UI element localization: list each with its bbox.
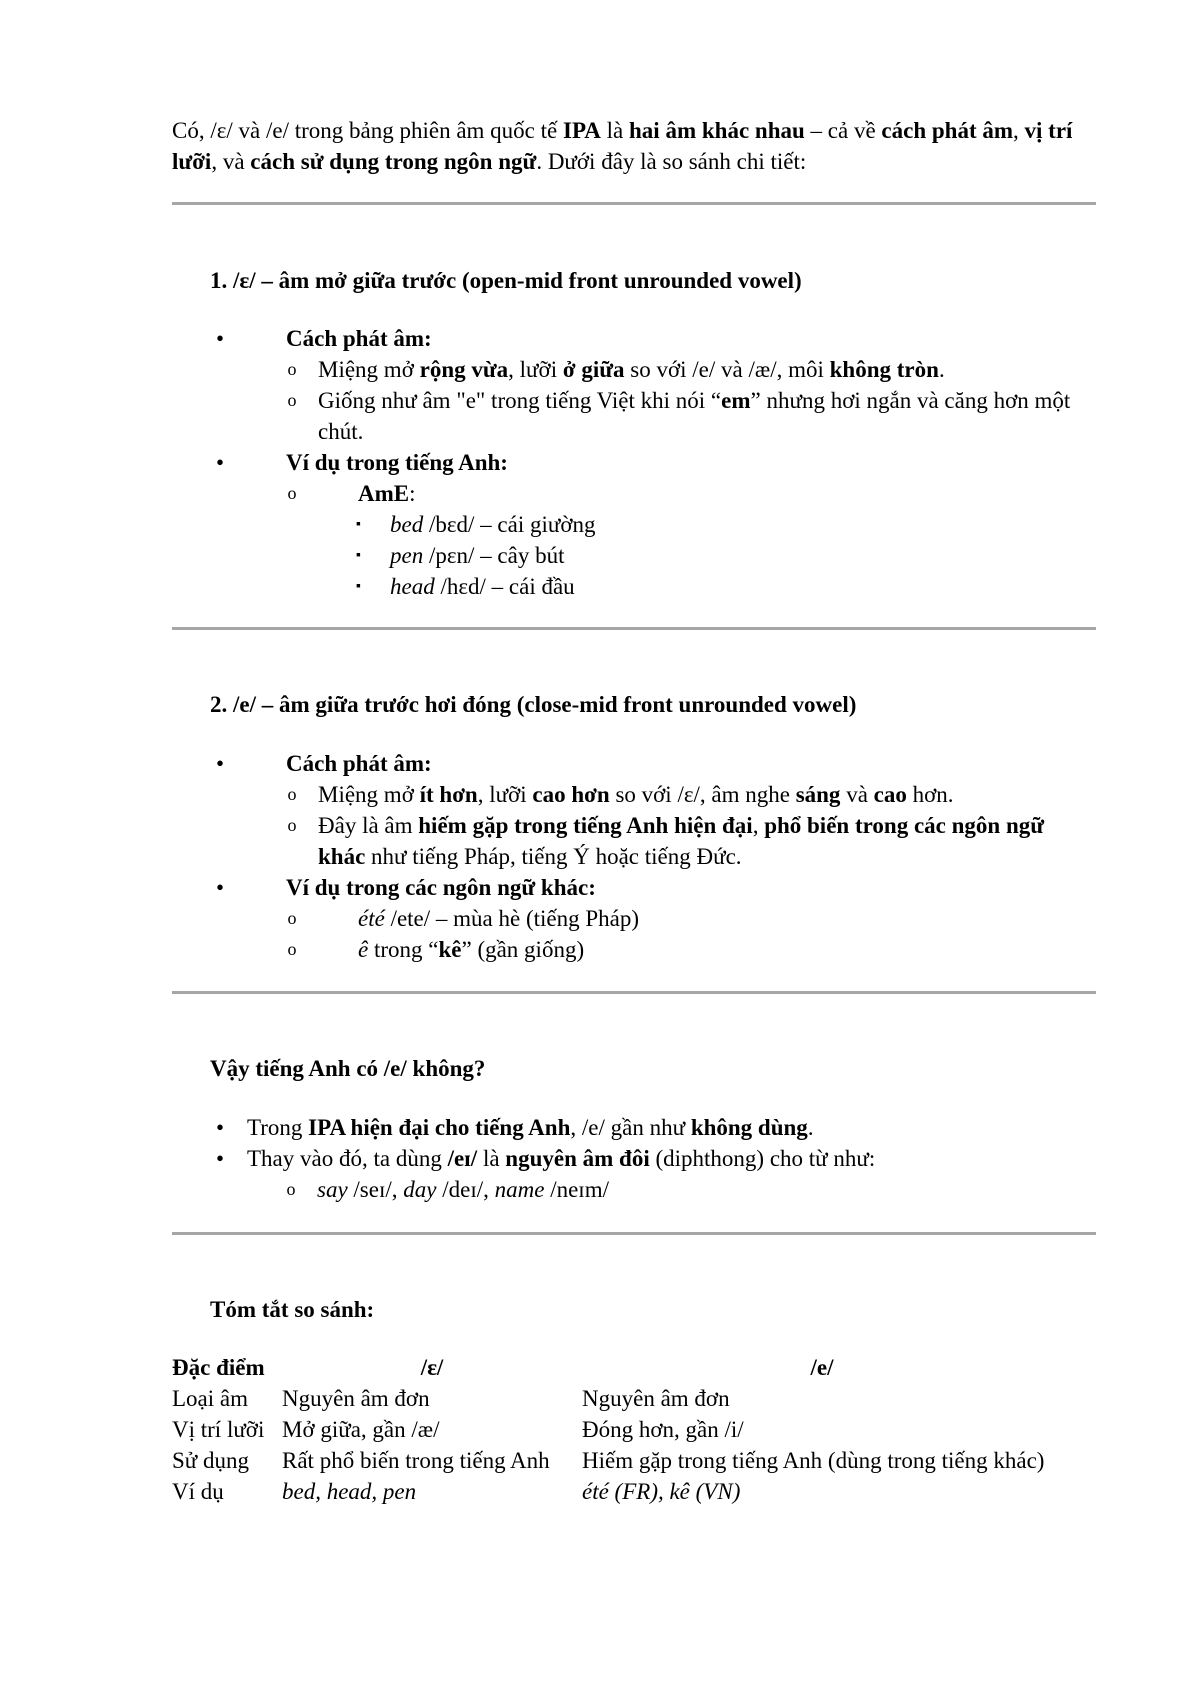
table-cell: Đóng hơn, gần /i/ bbox=[582, 1417, 744, 1442]
table-header-cell: /e/ bbox=[810, 1355, 834, 1380]
table-cell: Rất phổ biến trong tiếng Anh bbox=[282, 1448, 550, 1473]
list-item: o AmE: ▪ bed /bɛd/ – cái giường ▪ pen /pɛn/ – cây bút ▪ head /hɛd/ – cái đầu bbox=[318, 478, 1200, 602]
divider-4 bbox=[172, 1232, 1096, 1235]
table-header-cell: /ɛ/ bbox=[420, 1355, 444, 1380]
table-row bbox=[172, 1445, 1062, 1476]
bullet-icon: • bbox=[215, 450, 225, 475]
list-item: ▪ pen /pɛn/ – cây bút bbox=[390, 540, 1200, 571]
bullet-icon: • bbox=[215, 1146, 225, 1171]
list-item: o Miệng mở ít hơn, lưỡi cao hơn so với /ɛ/, âm nghe sáng và cao hơn. bbox=[318, 779, 1200, 810]
list-item: • Ví dụ trong tiếng Anh: o AmE: ▪ bed /bɛd/ – cái giường ▪ pen /pɛn/ – cây bút ▪ head /hɛd/ – cái đầu bbox=[286, 447, 1200, 602]
table-row bbox=[172, 1383, 1062, 1414]
list-item: o Miệng mở rộng vừa, lưỡi ở giữa so với /e/ và /æ/, môi không tròn. bbox=[318, 354, 1200, 385]
divider-3 bbox=[172, 991, 1096, 994]
table-row bbox=[172, 1476, 1062, 1507]
table-cell: Nguyên âm đơn bbox=[582, 1386, 730, 1411]
section-2-heading: 2. /e/ – âm giữa trước hơi đóng (close-mid front unrounded vowel) bbox=[210, 692, 857, 717]
circle-bullet-icon: o bbox=[287, 784, 297, 804]
table-cell: Loại âm bbox=[172, 1386, 248, 1411]
comparison-table bbox=[172, 1352, 1062, 1507]
table-cell: bed, head, pen bbox=[282, 1479, 417, 1504]
section-1-list bbox=[215, 323, 1200, 602]
divider-2 bbox=[172, 627, 1096, 630]
bullet-icon: • bbox=[215, 751, 225, 776]
section-3-heading: Vậy tiếng Anh có /e/ không? bbox=[210, 1056, 486, 1081]
list-item: • Trong IPA hiện đại cho tiếng Anh, /e/ gần như không dùng. bbox=[247, 1112, 1177, 1143]
list-item: o été /ete/ – mùa hè (tiếng Pháp) bbox=[318, 903, 1200, 934]
section-3-list bbox=[215, 1112, 1177, 1205]
circle-bullet-icon: o bbox=[287, 939, 297, 959]
square-bullet-icon: ▪ bbox=[356, 548, 361, 563]
square-bullet-icon: ▪ bbox=[356, 579, 361, 594]
bullet-icon: • bbox=[215, 875, 225, 900]
list-item: o ê trong “kê” (gần giống) bbox=[318, 934, 1200, 965]
circle-bullet-icon: o bbox=[287, 483, 297, 503]
square-bullet-icon: ▪ bbox=[356, 517, 361, 532]
section-4-heading: Tóm tắt so sánh: bbox=[210, 1297, 375, 1322]
list-item: • Cách phát âm: o Miệng mở rộng vừa, lưỡi ở giữa so với /e/ và /æ/, môi không tròn. o Giống như âm "e" trong tiếng Việt khi nói “em” nhưng hơi ngắn và căng hơn một chút. bbox=[286, 323, 1200, 447]
table-cell: Ví dụ bbox=[172, 1479, 224, 1504]
table-row bbox=[172, 1414, 1062, 1445]
list-item: o Giống như âm "e" trong tiếng Việt khi nói “em” nhưng hơi ngắn và căng hơn một chút. bbox=[318, 385, 1098, 447]
table-cell: Sử dụng bbox=[172, 1448, 250, 1473]
divider-1 bbox=[172, 202, 1096, 205]
bullet-icon: • bbox=[215, 326, 225, 351]
list-item: ▪ bed /bɛd/ – cái giường bbox=[390, 509, 1200, 540]
table-cell: Nguyên âm đơn bbox=[282, 1386, 430, 1411]
list-item: o Đây là âm hiếm gặp trong tiếng Anh hiện đại, phổ biến trong các ngôn ngữ khác như tiếng Pháp, tiếng Ý hoặc tiếng Đức. bbox=[318, 810, 1068, 872]
list-item: • Cách phát âm: o Miệng mở ít hơn, lưỡi cao hơn so với /ɛ/, âm nghe sáng và cao hơn. o Đây là âm hiếm gặp trong tiếng Anh hiện đại, phổ biến trong các ngôn ngữ khác như tiếng Pháp, tiếng Ý hoặc tiếng Đức. bbox=[286, 748, 1200, 872]
circle-bullet-icon: o bbox=[287, 908, 297, 928]
section-2-list bbox=[215, 748, 1200, 965]
list-item: o say /seɪ/, day /deɪ/, name /neɪm/ bbox=[317, 1174, 1177, 1205]
circle-bullet-icon: o bbox=[287, 359, 297, 379]
table-cell: été (FR), kê (VN) bbox=[582, 1479, 741, 1504]
intro-paragraph: Có, /ɛ/ và /e/ trong bảng phiên âm quốc tế IPA là hai âm khác nhau – cả về cách phát âm, vị trí lưỡi, và cách sử dụng trong ngôn ngữ. Dưới đây là so sánh chi tiết: bbox=[172, 118, 1073, 174]
table-cell: Hiếm gặp trong tiếng Anh (dùng trong tiếng khác) bbox=[582, 1448, 1045, 1473]
circle-bullet-icon: o bbox=[287, 390, 297, 410]
section-1-heading: 1. /ɛ/ – âm mở giữa trước (open-mid front unrounded vowel) bbox=[210, 268, 802, 293]
circle-bullet-icon: o bbox=[287, 815, 297, 835]
table-header-cell: Đặc điểm bbox=[172, 1355, 265, 1380]
list-item: ▪ head /hɛd/ – cái đầu bbox=[390, 571, 1200, 602]
table-cell: Vị trí lưỡi bbox=[172, 1417, 265, 1442]
table-cell: Mở giữa, gần /æ/ bbox=[282, 1417, 440, 1442]
list-item: • Ví dụ trong các ngôn ngữ khác: o été /ete/ – mùa hè (tiếng Pháp) o ê trong “kê” (gần giống) bbox=[286, 872, 1200, 965]
bullet-icon: • bbox=[215, 1115, 225, 1140]
list-item: • Thay vào đó, ta dùng /eɪ/ là nguyên âm đôi (diphthong) cho từ như: o say /seɪ/, day /deɪ/, name /neɪm/ bbox=[247, 1143, 1177, 1205]
table-header-row bbox=[172, 1352, 1062, 1383]
circle-bullet-icon: o bbox=[286, 1179, 296, 1199]
